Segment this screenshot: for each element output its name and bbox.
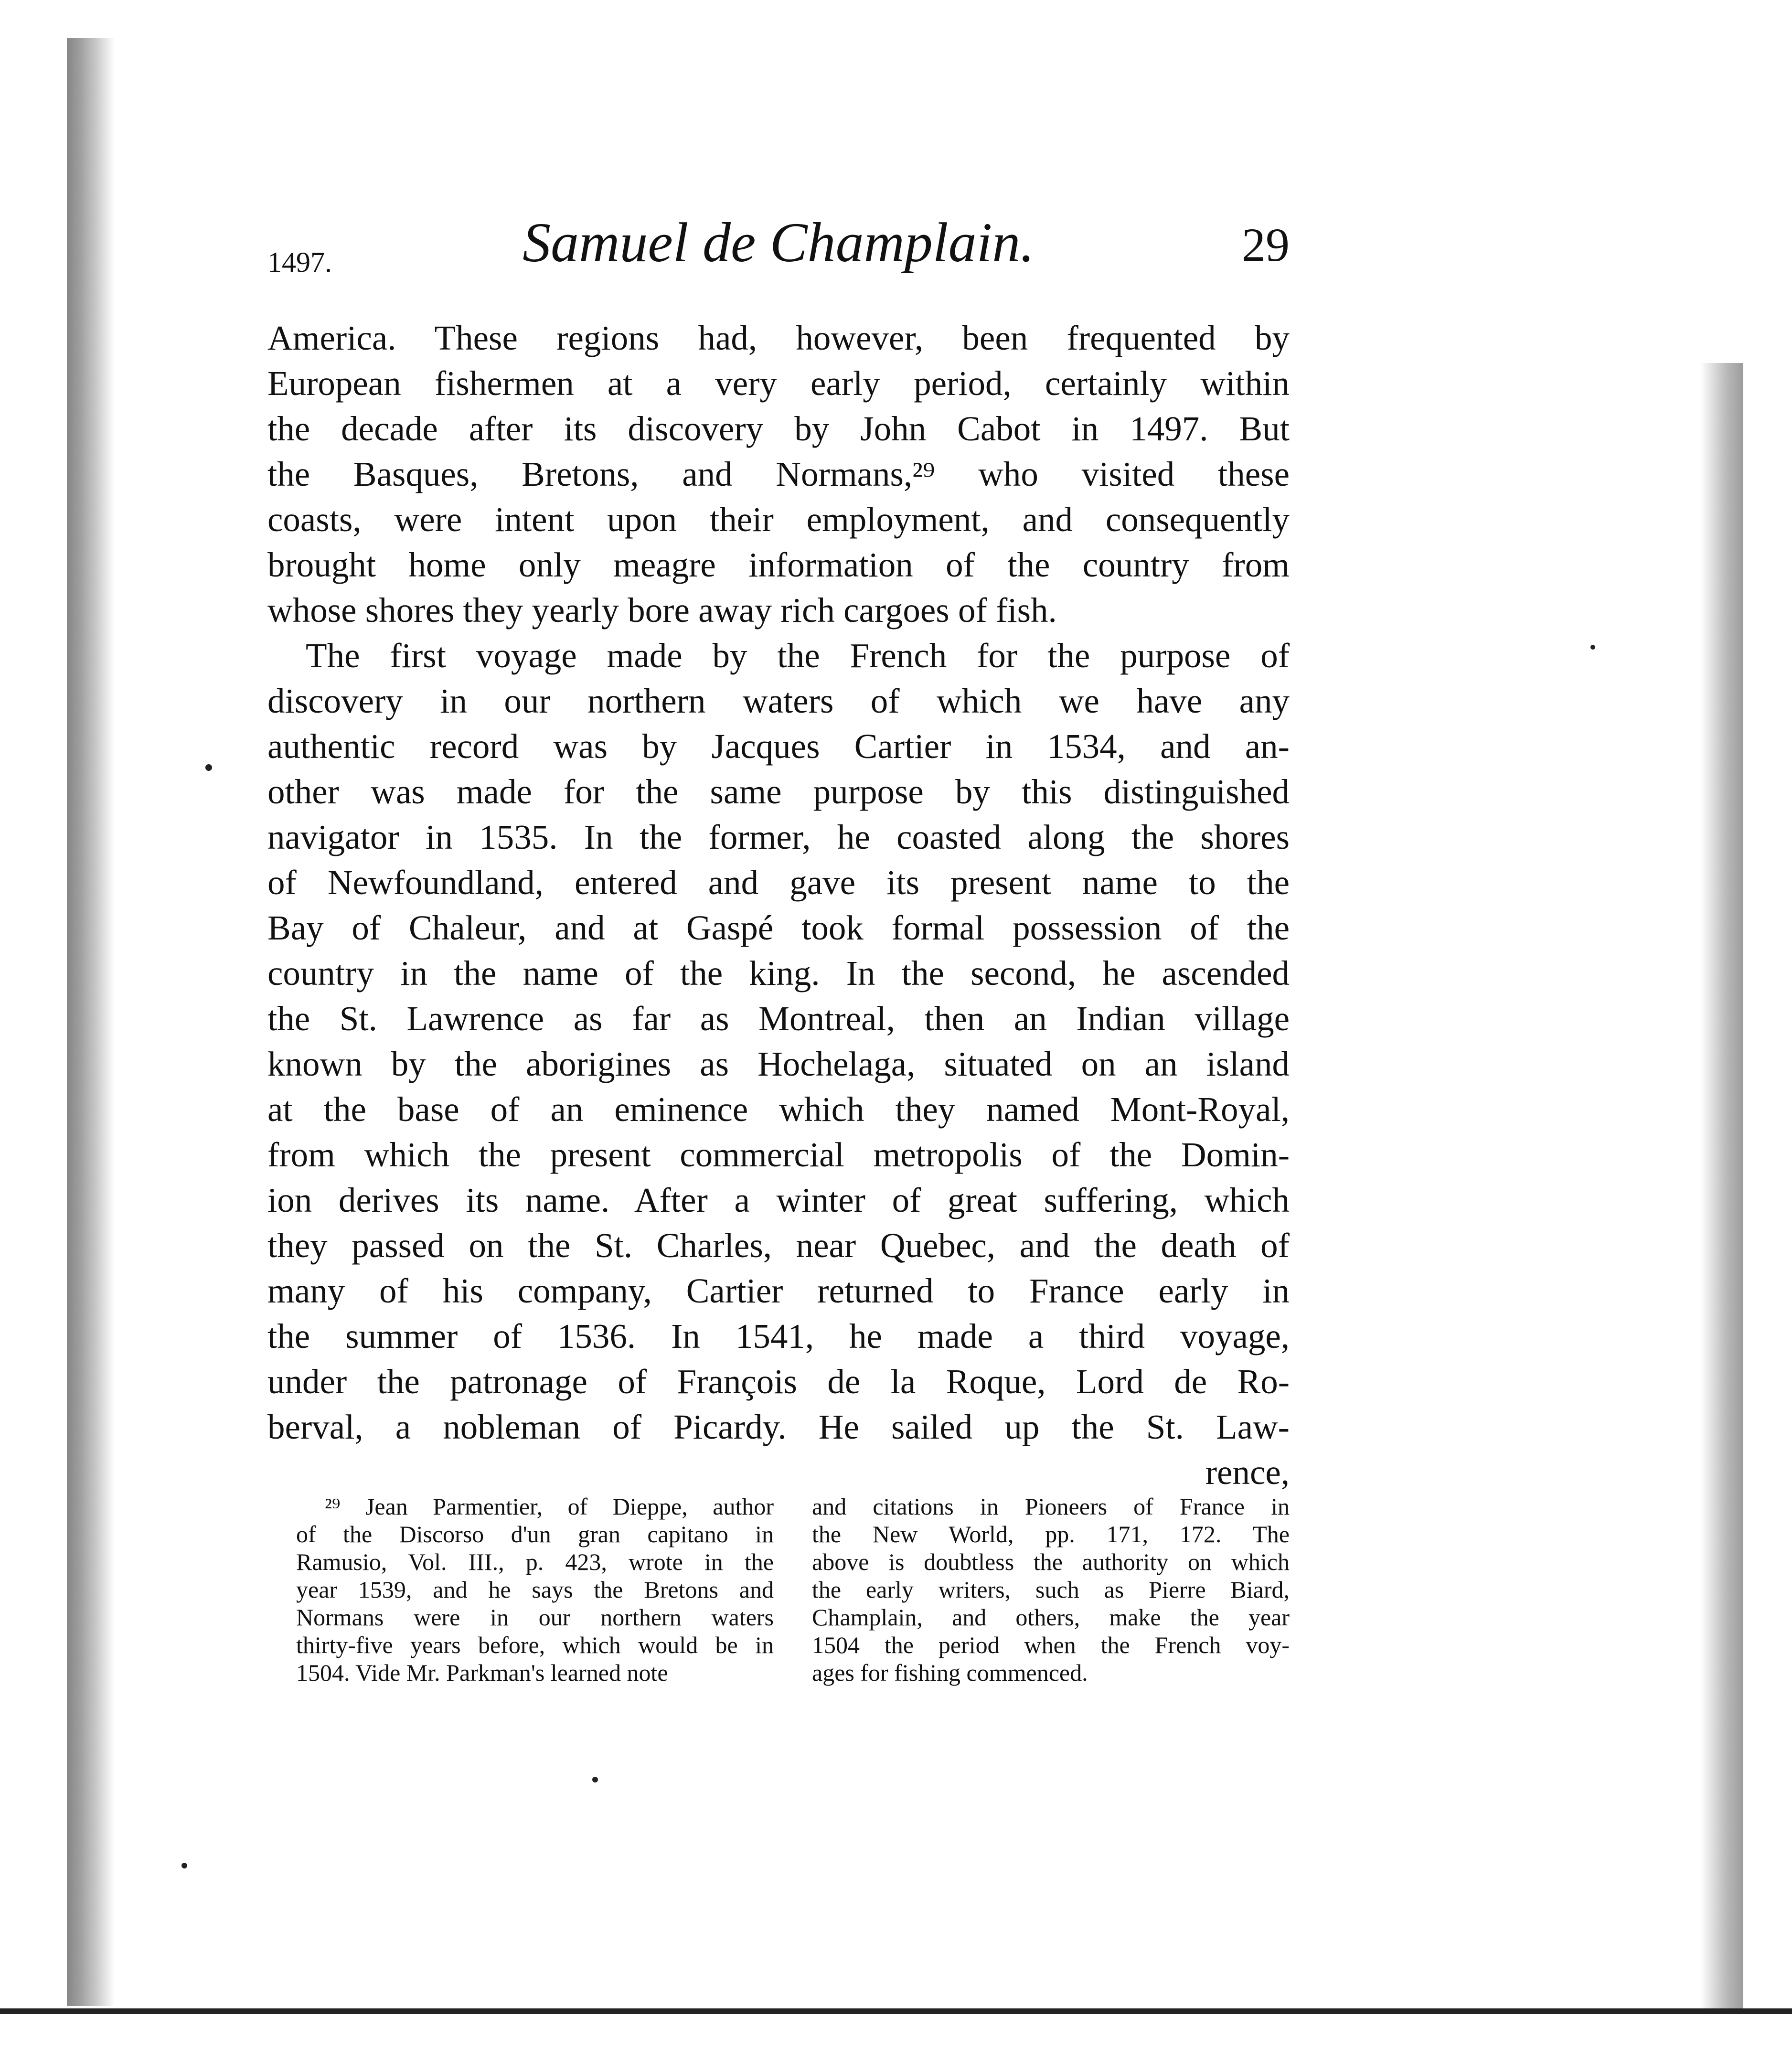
text-line: Bay of Chaleur, and at Gaspé took formal possession of the (267, 908, 1290, 947)
text-line: berval, a nobleman of Picardy. He sailed up the St. Law- (267, 1408, 1290, 1446)
book-page (267, 210, 1290, 1495)
footnote-line: thirty-five years before, which would be in (296, 1632, 774, 1658)
catchword: rence, (1205, 1453, 1290, 1492)
running-header (267, 210, 1290, 306)
scan-edge-bottom (0, 2008, 1792, 2014)
text-line: authentic record was by Jacques Cartier in 1534, and an- (267, 727, 1290, 766)
footnote-line: ages for fishing commenced. (812, 1659, 1088, 1686)
text-line: many of his company, Cartier returned to France early in (267, 1271, 1290, 1310)
text-line: other was made for the same purpose by this distinguished (267, 772, 1290, 811)
page-number: 29 (1242, 218, 1290, 271)
footnote-29 (296, 1493, 1290, 1686)
text-line: under the patronage of François de la Roque, Lord de Ro- (267, 1362, 1290, 1401)
scan-speck (592, 1777, 598, 1782)
footnote-line: 1504 the period when the French voy- (812, 1632, 1290, 1658)
footnote-line: Ramusio, Vol. III., p. 423, wrote in the (296, 1548, 774, 1575)
text-line: coasts, were intent upon their employment, and consequently (267, 500, 1290, 539)
text-line: America. These regions had, however, been frequented by (267, 319, 1290, 357)
scan-speck (1590, 645, 1595, 650)
text-line: at the base of an eminence which they named Mont-Royal, (267, 1090, 1290, 1129)
footnote-line: Champlain, and others, make the year (812, 1604, 1290, 1631)
text-line: European fishermen at a very early period, certainly within (267, 364, 1290, 403)
text-line: discovery in our northern waters of which we have any (267, 682, 1290, 720)
footnote-line: Normans were in our northern waters (296, 1604, 774, 1631)
text-line: brought home only meagre information of the country from (267, 545, 1290, 584)
scan-speck (205, 764, 212, 771)
text-line: the Basques, Bretons, and Normans,²⁹ who visited these (267, 455, 1290, 493)
text-line: the summer of 1536. In 1541, he made a third voyage, (267, 1317, 1290, 1356)
footnote-line: and citations in Pioneers of France in (812, 1493, 1290, 1520)
text-line: the decade after its discovery by John Cabot in 1497. But (267, 409, 1290, 448)
footnote-line: 1504. Vide Mr. Parkman's learned note (296, 1659, 668, 1686)
scan-edge-right (1700, 363, 1743, 2011)
footnote-line: the early writers, such as Pierre Biard, (812, 1576, 1290, 1603)
scan-edge-left (67, 38, 115, 2006)
text-line: known by the aborigines as Hochelaga, situated on an island (267, 1045, 1290, 1083)
text-line: whose shores they yearly bore away rich cargoes of fish. (267, 591, 1057, 630)
text-line: navigator in 1535. In the former, he coasted along the shores (267, 818, 1290, 856)
footnote-line: of the Discorso d'un gran capitano in (296, 1521, 774, 1548)
footnote-column-left (296, 1493, 774, 1686)
footnote-line: above is doubtless the authority on which (812, 1548, 1290, 1575)
text-line: country in the name of the king. In the second, he ascended (267, 954, 1290, 993)
footnote-line: ²⁹ Jean Parmentier, of Dieppe, author (325, 1493, 774, 1520)
text-line: ion derives its name. After a winter of great suffering, which (267, 1181, 1290, 1219)
running-year: 1497. (267, 246, 332, 278)
text-line: the St. Lawrence as far as Montreal, then an Indian village (267, 999, 1290, 1038)
text-line: they passed on the St. Charles, near Quebec, and the death of (267, 1226, 1290, 1265)
text-line: of Newfoundland, entered and gave its present name to the (267, 863, 1290, 902)
text-line: The first voyage made by the French for the purpose of (306, 636, 1290, 675)
footnote-column-right (812, 1493, 1290, 1686)
scan-speck (181, 1863, 187, 1868)
text-line: from which the present commercial metropolis of the Domin- (267, 1135, 1290, 1174)
body-text (267, 315, 1290, 1495)
footnote-line: year 1539, and he says the Bretons and (296, 1576, 774, 1603)
running-title: Samuel de Champlain. (523, 211, 1035, 274)
footnote-line: the New World, pp. 171, 172. The (812, 1521, 1290, 1548)
